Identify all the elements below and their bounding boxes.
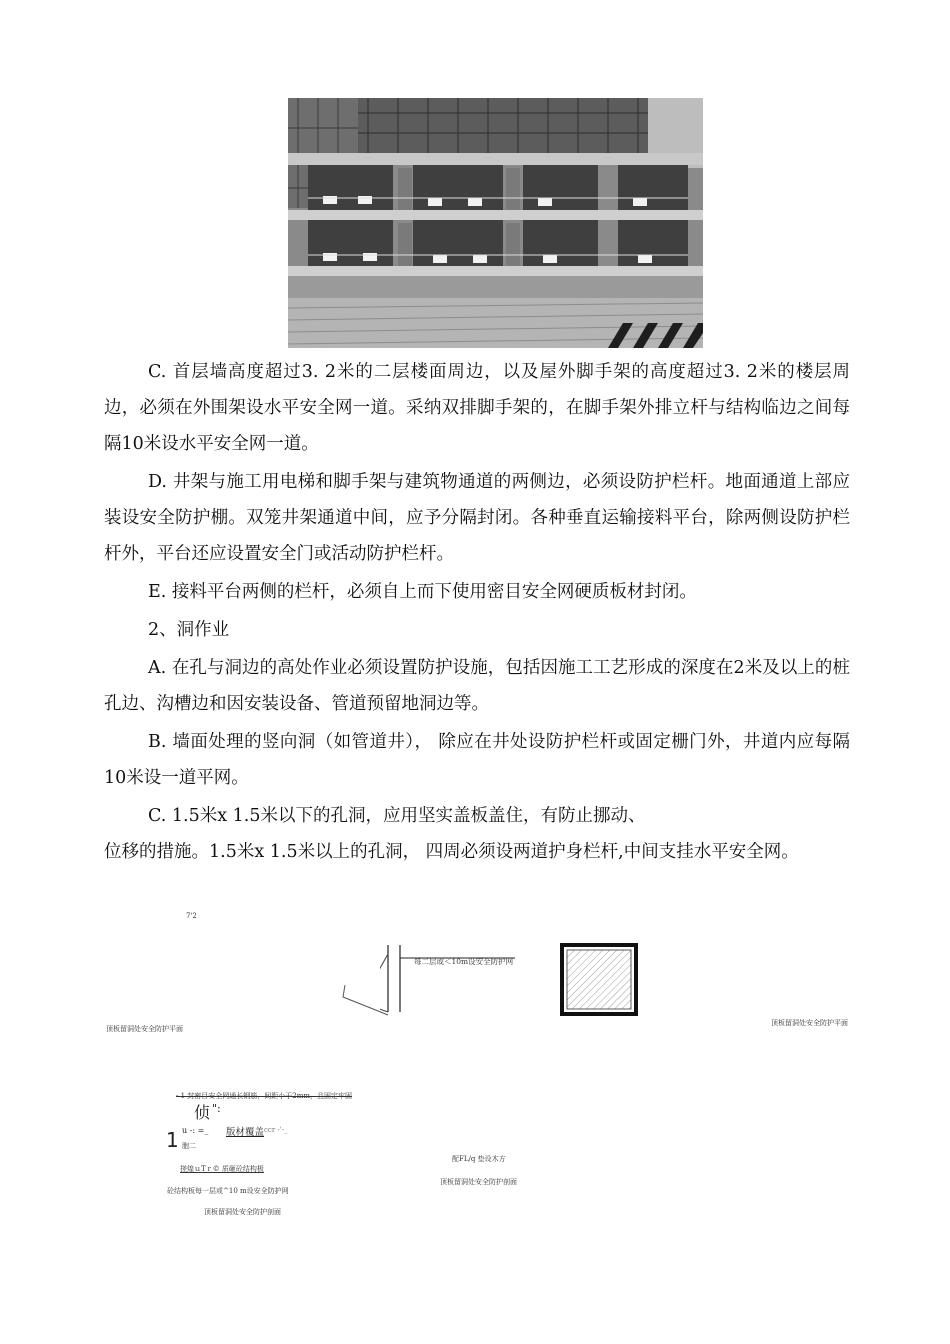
figure1-caption-right: 顶板留洞处安全防护平面 — [771, 1019, 848, 1027]
body-text — [104, 354, 850, 870]
figure2-caption-left: 顶板留洞处安全防护剖面 — [204, 1208, 281, 1216]
floor-net-note: 砼结构板每一层或^10 m设安全防护网 — [167, 1187, 289, 1195]
paragraph-a-hole-edges: A. 在孔与洞边的高处作业必须设置防护设施，包括因施工工艺形成的深度在2米及以上的桩孔边、沟槽边和因安装设备、管道预留地洞边等。 — [104, 658, 850, 714]
cover-plate-note: 版材覆盖 — [226, 1127, 265, 1138]
paragraph-c-safety-net: C. 首层墙高度超过3. 2米的二层楼面周边，以及屋外脚手架的高度超过3. 2米的楼层周边，必须在外围架设水平安全网一道。采纳双排脚手架的，在脚手架外排立杆与结构临边之间每隔10米设水平安全网一道。 — [104, 362, 850, 454]
glyph-zhen: 侦 — [194, 1103, 211, 1122]
paragraph-e-platform: E. 接料平台两侧的栏杆，必须自上而下使用密目安全网硬质板材封闭。 — [148, 582, 697, 602]
hole-section-diagram — [380, 940, 520, 1020]
construction-site-photo — [288, 98, 703, 348]
paragraph-c-large-holes: 位移的措施。1.5米x 1.5米以上的孔洞， 四周必须设两道护身栏杆,中间支挂水平安全网。 — [104, 842, 799, 862]
figure2-caption-mid: 顶板留洞处安全防护剖面 — [440, 1178, 517, 1186]
paragraph-b-vertical-holes: B. 墙面处理的竖向洞（如管道井）， 除应在井处设防护栏杆或固定栅门外，井道内应每隔10米设一道平网。 — [104, 732, 850, 788]
paragraph-d-railings: D. 井架与施工用电梯和脚手架与建筑物通道的两侧边，必须设防护栏杆。地面通道上部应装设安全防护棚。双笼井架通道中间，应予分隔封闭。各种垂直运输接料平台，除两侧设防护栏杆外，平台还应设置安全门或活动防护栏杆。 — [104, 472, 850, 564]
cover-plate-note-tail: ccr -'-_ — [264, 1126, 288, 1134]
paragraph-c-small-holes: C. 1.5米x 1.5米以下的孔洞，应用坚实盖板盖住，有防止挪动、 — [148, 806, 646, 826]
figure1-caption-left: 顶板留洞处安全防护平面 — [106, 1025, 183, 1033]
figure-mark: 7'2 — [186, 912, 197, 920]
digit-one: 1 — [166, 1128, 179, 1152]
glyph-quote: ": — [212, 1102, 221, 1115]
note-u: u -: =_ — [182, 1126, 209, 1135]
note-bi: 胞二 — [182, 1142, 196, 1150]
net-support-line — [340, 975, 390, 1020]
hole-cover-plan-diagram — [560, 943, 638, 1016]
concrete-slab-note: 搓煌ｕTｒ© 质砸砼结构极 — [180, 1165, 264, 1173]
net-interval-label: 每二层或＜10m设安全防护网 — [414, 957, 514, 966]
timber-pad-note: 配FL/q 垫设木方 — [452, 1155, 506, 1163]
net-rebar-note: - 1 封密目安全网通长钢筋，间距小于2mm，且固定牢固 — [176, 1092, 352, 1100]
section-heading-hole-work: 2、洞作业 — [148, 620, 230, 640]
